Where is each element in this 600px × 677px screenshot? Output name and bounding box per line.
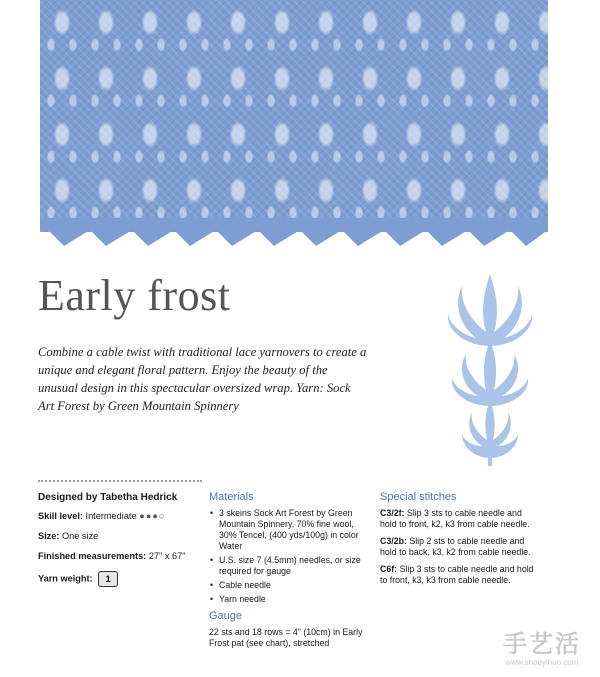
designer-credit: Designed by Tabetha Hedrick xyxy=(38,492,178,503)
size-label: Size: xyxy=(38,531,60,541)
gauge-heading: Gauge xyxy=(209,610,243,622)
watermark-url: www.shouyihuo.com xyxy=(505,658,579,667)
details-column xyxy=(38,492,208,597)
stitch-definition xyxy=(380,508,540,530)
skill-dots-icon: ●●●○ xyxy=(139,511,166,521)
skill-value: Intermediate xyxy=(85,511,137,521)
shawl-photo xyxy=(40,0,548,232)
size-value: One size xyxy=(62,531,99,541)
section-divider xyxy=(38,480,202,482)
skill-level xyxy=(38,511,208,521)
stitch-definition xyxy=(380,564,540,586)
yarn-skein-icon: 1 xyxy=(98,571,118,587)
list-item: • Cable needle xyxy=(219,580,369,591)
stitch-text: Slip 2 sts to cable needle and hold to back, k3, k2 from cable needle. xyxy=(380,536,531,557)
gauge-text: 22 sts and 18 rows = 4" (10cm) in Early Frost pat (see chart), stretched xyxy=(209,627,363,648)
materials-column xyxy=(209,492,369,649)
stitch-definition xyxy=(380,536,540,558)
size xyxy=(38,531,208,541)
materials-list xyxy=(209,508,369,605)
page-title: Early frost xyxy=(38,271,231,320)
skill-label: Skill level: xyxy=(38,511,83,521)
materials-heading: Materials xyxy=(209,491,254,503)
measurements-value: 27" x 67" xyxy=(148,551,186,561)
watermark-logo: 手艺活 xyxy=(503,630,581,658)
list-item: • U.S. size 7 (4.5mm) needles, or size required for gauge xyxy=(219,555,369,577)
stitch-text: Slip 3 sts to cable needle and hold to front, k3, k3 from cable needle. xyxy=(380,564,534,585)
stitch-abbr: C3/2f: xyxy=(380,508,405,518)
measurements-label: Finished measurements: xyxy=(38,551,147,561)
intro-paragraph: Combine a cable twist with traditional lace yarnovers to create a unique and elegant floral pattern. Enjoy the beauty of the unusual design in this spectacular oversized wrap. Yarn: Sock Art Forest by Green Mountain Spinnery xyxy=(38,345,367,413)
stitch-abbr: C6f: xyxy=(380,564,398,574)
yarn-weight-label: Yarn weight: xyxy=(38,573,93,584)
site-watermark xyxy=(488,630,596,674)
list-item: • Yarn needle xyxy=(219,594,369,605)
stitch-text: Slip 3 sts to cable needle and hold to front, k2, k3 from cable needle. xyxy=(380,508,530,529)
stitch-abbr: C3/2b: xyxy=(380,536,407,546)
floral-motif-icon xyxy=(440,272,540,467)
special-stitches-column xyxy=(380,492,540,592)
yarn-weight xyxy=(38,571,208,587)
list-item: • 3 skeins Sock Art Forest by Green Mountain Spinnery, 70% fine wool, 30% Tencel, (400 yds/100g) in color Water xyxy=(219,508,369,552)
special-stitches-heading: Special stitches xyxy=(380,491,457,503)
finished-measurements xyxy=(38,551,208,561)
shawl-scalloped-edge xyxy=(40,218,548,248)
